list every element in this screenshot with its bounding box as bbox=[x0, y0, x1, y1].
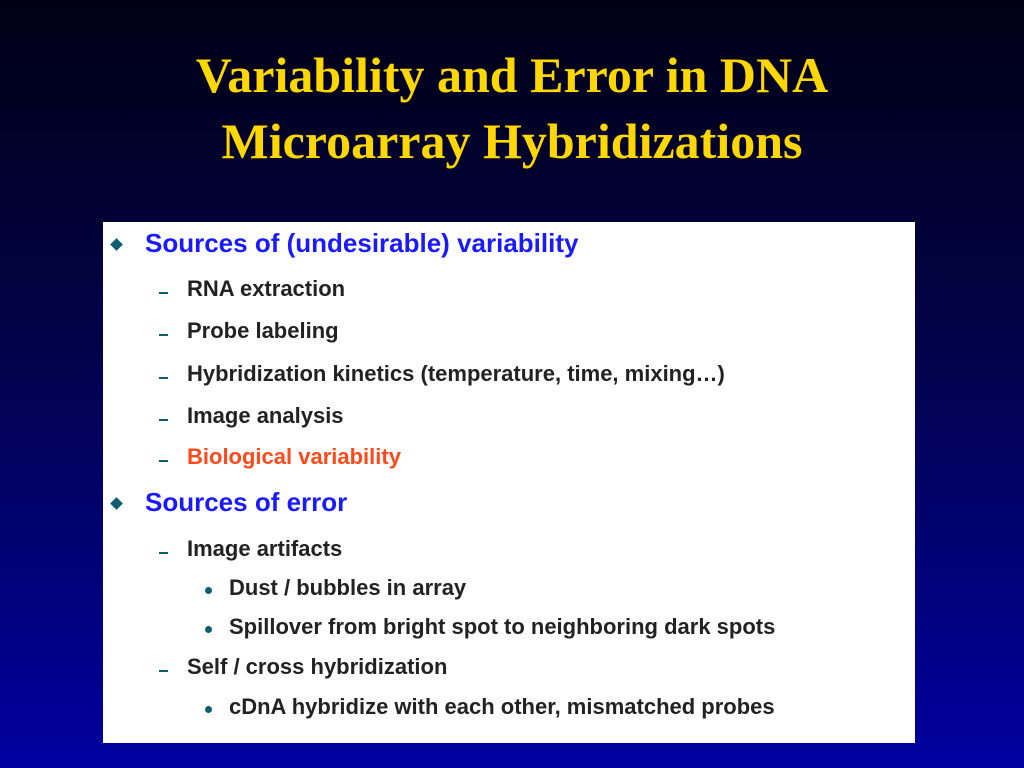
sub-list-item-text: Spillover from bright spot to neighboring dark spots bbox=[229, 614, 776, 639]
dash-bullet-icon bbox=[159, 670, 168, 672]
sub-list-item-text: Dust / bubbles in array bbox=[229, 575, 467, 600]
dash-bullet-icon bbox=[159, 292, 168, 294]
slide-title-line-2: Microarray Hybridizations bbox=[221, 113, 803, 169]
dot-bullet-icon bbox=[205, 626, 212, 633]
list-item-text: Probe labeling bbox=[187, 318, 339, 343]
list-item-text: Image artifacts bbox=[187, 536, 343, 561]
dash-bullet-icon bbox=[159, 460, 168, 462]
dash-bullet-icon bbox=[159, 419, 168, 421]
section-heading-text: Sources of error bbox=[145, 487, 348, 517]
list-item-text: RNA extraction bbox=[187, 276, 346, 301]
sub-list-item-text: cDnA hybridize with each other, mismatched probes bbox=[229, 694, 775, 719]
list-item-text: Self / cross hybridization bbox=[187, 654, 448, 679]
dot-bullet-icon bbox=[205, 706, 212, 713]
dot-bullet-icon bbox=[205, 587, 212, 594]
section-heading-text: Sources of (undesirable) variability bbox=[145, 228, 579, 258]
diamond-bullet-icon bbox=[110, 497, 123, 510]
dash-bullet-icon bbox=[159, 377, 168, 379]
slide-title bbox=[0, 42, 1024, 174]
dash-bullet-icon bbox=[159, 334, 168, 336]
list-item-text: Image analysis bbox=[187, 403, 344, 428]
list-item-text: Hybridization kinetics (temperature, time, mixing…) bbox=[187, 361, 725, 386]
slide-title-line-1: Variability and Error in DNA bbox=[195, 47, 829, 103]
list-item-text: Biological variability bbox=[187, 444, 401, 469]
content-panel bbox=[103, 222, 915, 743]
diamond-bullet-icon bbox=[110, 238, 123, 251]
dash-bullet-icon bbox=[159, 552, 168, 554]
